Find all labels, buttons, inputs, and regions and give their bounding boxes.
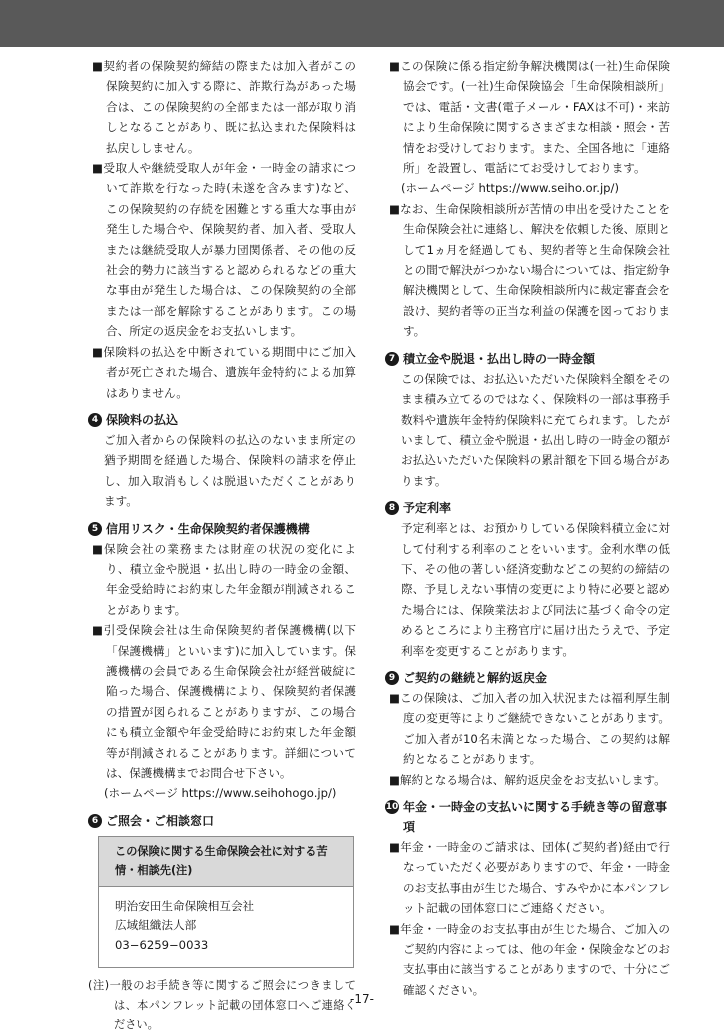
section-8-text: 予定利率とは、お預かりしている保険料積立金に対して付利する利率のことをいいます。金利水準の低下、その他の著しい経済変動などこの契約の締結の際、予見しえない事情の変更により特に必要と認めた場合には、保険業法および同法に基づく命令の定めるところにより主務官庁に届け出たうえで、予定利率を変更することがあります。 bbox=[401, 521, 670, 658]
bullet-credit-risk: ■保険会社の業務または財産の状況の変化により、積立金や脱退・払出し時の一時金の金額、年金受給時にお約束した年金額が削減されることがあります。 bbox=[92, 541, 356, 617]
section-heading-9 bbox=[385, 668, 670, 688]
bullet-other-benefits: ■年金・一時金のお支払事由が生じた場合、ご加入のご契約内容によっては、他の年金・保険金などのお支払事由に該当することがありますので、十分にご確認ください。 bbox=[389, 921, 670, 997]
section-number-badge: 5 bbox=[88, 522, 102, 536]
section-title: 年金・一時金の支払いに関する手続き等の留意事項 bbox=[403, 800, 668, 834]
contact-department: 広域組織法人部 bbox=[115, 918, 197, 933]
section-number-badge: 9 bbox=[385, 671, 399, 685]
section-title: ご契約の継続と解約返戻金 bbox=[403, 670, 548, 685]
section-title: 保険料の払込 bbox=[106, 412, 179, 427]
protection-org-homepage: (ホームページ https://www.seihohogo.jp/) bbox=[104, 786, 337, 801]
bullet-suspension: ■保険料の払込を中断されている期間中にご加入者が死亡された場合、遺族年金特約による加算はありません。 bbox=[92, 344, 356, 400]
bullet-protection-org: ■引受保険会社は生命保険契約者保護機構(以下「保護機構」といいます)に加入しています。保護機構の会員である生命保険会社が経営破綻に陥った場合、保護機構により、保険契約者保護の措置が図られることがありますが、この場合にも積立金額や年金受給時にお約束した年金額等が削減されることがあります。詳細については、保護機構までお問合せ下さい。 bbox=[92, 623, 356, 780]
page-number: -17- bbox=[350, 992, 374, 1006]
section-title: 信用リスク・生命保険契約者保護機構 bbox=[106, 521, 310, 536]
contact-company: 明治安田生命保険相互会社 bbox=[115, 898, 255, 913]
right-column bbox=[385, 56, 670, 1000]
section-heading-6 bbox=[88, 811, 356, 831]
section-heading-7 bbox=[385, 349, 670, 369]
section-heading-5 bbox=[88, 519, 356, 539]
bullet-serious-cause: ■受取人や継続受取人が年金・一時金の請求について詐欺を行なった時(未遂を含みます)など、この保険契約の存続を困難とする重大な事由が発生した場合や、保険契約者、加入者、受取人または継続受取人が暴力団関係者、その他の反社会的勢力に該当すると認められるなどの重大な事由が発生した場合は、この保険契約の全部または一部を解除することがあります。この場合、所定の返戻金をお支払いします。 bbox=[92, 161, 356, 339]
section-number-badge: 4 bbox=[88, 413, 102, 427]
left-column bbox=[88, 56, 356, 1035]
section-number-badge: 10 bbox=[385, 802, 399, 812]
section-title: ご照会・ご相談窓口 bbox=[106, 813, 215, 828]
bullet-continuation: ■この保険は、ご加入者の加入状況または福利厚生制度の変更等によりご継続できないことがあります。ご加入者が10名未満となった場合、この契約は解約となることがあります。 bbox=[389, 690, 670, 767]
section-7-text: この保険では、お払込いただいた保険料全額をそのまま積み立てるのではなく、保険料の一部は事務手数料や遺族年金特約保険料に充てられます。したがいまして、積立金や脱退・払出し時の一時金の額がお払込いただいた保険料の累計額を下回る場合があります。 bbox=[401, 371, 670, 488]
section-title: 積立金や脱退・払出し時の一時金額 bbox=[403, 351, 596, 366]
association-homepage: (ホームページ https://www.seiho.or.jp/) bbox=[401, 181, 619, 196]
bullet-claim-procedure: ■年金・一時金のご請求は、団体(ご契約者)経由で行なっていただく必要がありますので、年金・一時金のお支払事由が生じた場合、すみやかに本パンフレット記載の団体窓口にご連絡ください。 bbox=[389, 840, 670, 916]
bullet-dispute-body: ■この保険に係る指定紛争解決機関は(一社)生命保険協会です。(一社)生命保険協会「生命保険相談所」では、電話・文書(電子メール・FAXは不可)・来訪により生命保険に関するさまざまな相談・照会・苦情をお受けしております。また、全国各地に「連絡所」を設置し、電話にてお受けしております。 bbox=[389, 59, 670, 176]
bullet-surrender-value: ■解約となる場合は、解約返戻金をお支払いします。 bbox=[389, 772, 666, 787]
contact-box-header: この保険に関する生命保険会社に対する苦情・相談先(注) bbox=[99, 837, 353, 887]
bullet-dispute-resolution: ■なお、生命保険相談所が苦情の申出を受けたことを生命保険会社に連絡し、解決を依頼した後、原則として1ヵ月を経過しても、契約者等と生命保険会社との間で解決がつかない場合については、指定紛争解決機関として、生命保険相談所内に裁定審査会を設け、契約者等の正当な利益の保護を図っております。 bbox=[389, 201, 670, 339]
section-title: 予定利率 bbox=[403, 501, 452, 516]
section-number-badge: 6 bbox=[88, 814, 102, 828]
section-heading-4 bbox=[88, 410, 356, 430]
section-number-badge: 8 bbox=[385, 501, 399, 515]
header-bar bbox=[0, 0, 724, 47]
contact-box-body bbox=[99, 887, 353, 968]
section-4-text: ご加入者からの保険料の払込のないまま所定の猶予期間を経過した場合、保険料の請求を停止し、加入取消もしくは脱退いただくことがあります。 bbox=[104, 432, 356, 509]
contact-note: (注)一般のお手続き等に関するご照会につきましては、本パンフレット記載の団体窓口へご連絡ください。 bbox=[88, 979, 356, 1032]
section-number-badge: 7 bbox=[385, 352, 399, 366]
bullet-fraud: ■契約者の保険契約締結の際または加入者がこの保険契約に加入する際に、詐欺行為があった場合は、この保険契約の全部または一部が取り消しとなることがあり、既に払込まれた保険料は払戻ししません。 bbox=[92, 59, 356, 155]
section-heading-10 bbox=[385, 797, 670, 837]
contact-box bbox=[98, 836, 354, 969]
section-heading-8 bbox=[385, 498, 670, 518]
contact-phone: 03−6259−0033 bbox=[115, 937, 209, 952]
